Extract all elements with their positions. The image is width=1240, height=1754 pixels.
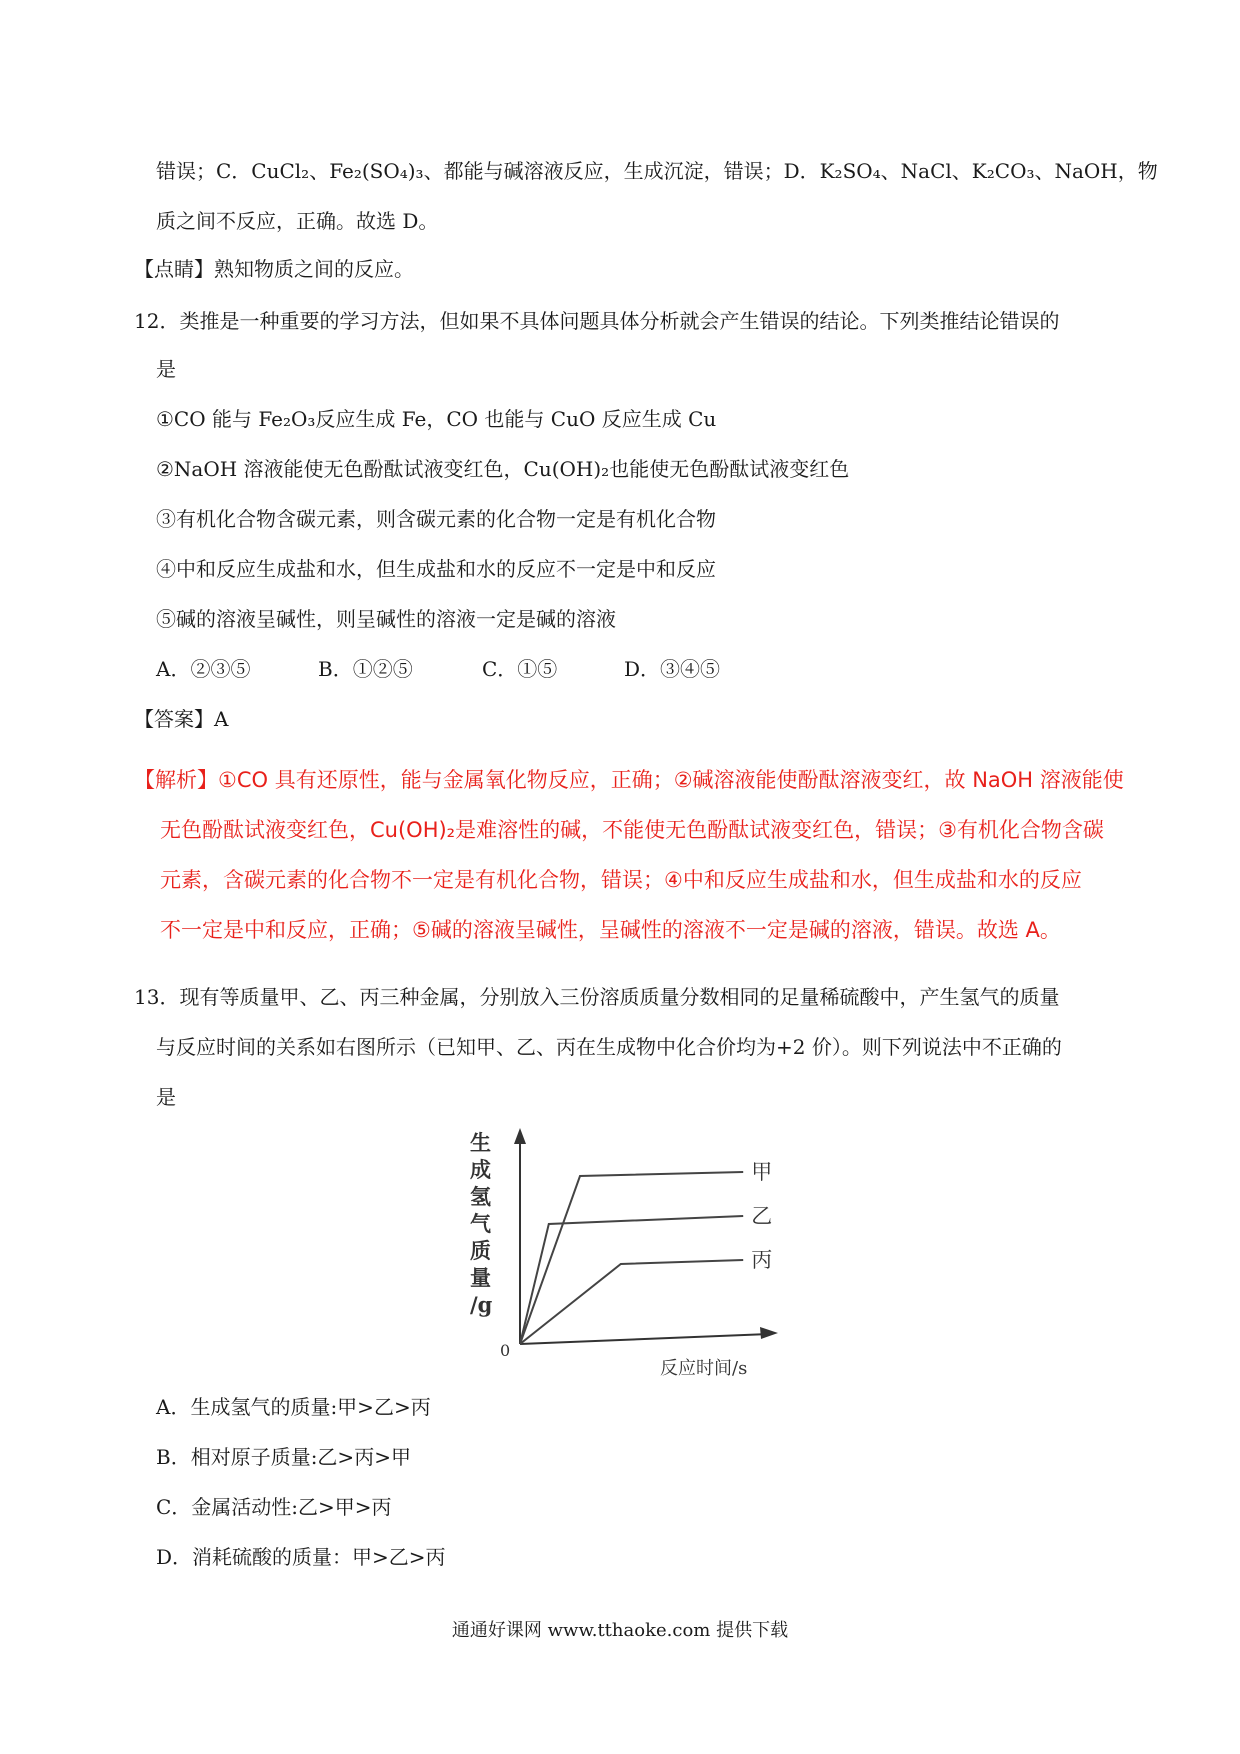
x-axis-arrow bbox=[760, 1327, 778, 1339]
q12-analysis-line-4: 不一定是中和反应，正确；⑤碱的溶液呈碱性，呈碱性的溶液不一定是碱的溶液，错误。故选 A。 bbox=[160, 918, 1061, 942]
q13-option-a: A．生成氢气的质量:甲>乙>丙 bbox=[156, 1395, 431, 1419]
q12-option-d: D．③④⑤ bbox=[624, 657, 721, 681]
series-line-1 bbox=[520, 1216, 743, 1344]
q13-option-d: D．消耗硫酸的质量：甲>乙>丙 bbox=[156, 1545, 446, 1569]
y-axis-arrow bbox=[514, 1128, 526, 1144]
y-axis-label-char: 生 bbox=[470, 1130, 491, 1155]
q12-item-1: ①CO 能与 Fe₂O₃反应生成 Fe，CO 也能与 CuO 反应生成 Cu bbox=[156, 407, 717, 431]
q12-analysis-line-2: 无色酚酞试液变红色，Cu(OH)₂是难溶性的碱，不能使无色酚酞试液变红色，错误；③有机化合物含碳 bbox=[160, 818, 1104, 842]
y-axis-label-char: 量 bbox=[470, 1265, 491, 1290]
q13-stem-line-1: 13．现有等质量甲、乙、丙三种金属，分别放入三份溶质质量分数相同的足量稀硫酸中，产生氢气的质量 bbox=[134, 985, 1060, 1009]
series-line-2 bbox=[520, 1260, 743, 1344]
q12-item-5: ⑤碱的溶液呈碱性，则呈碱性的溶液一定是碱的溶液 bbox=[156, 607, 616, 631]
page-footer: 通通好课网 www.tthaoke.com 提供下载 bbox=[451, 1620, 789, 1641]
q12-analysis-line-1: 【解析】①CO 具有还原性，能与金属氧化物反应，正确；②碱溶液能使酚酞溶液变红，故 NaOH 溶液能使 bbox=[134, 768, 1124, 792]
q13-stem-line-3: 是 bbox=[156, 1085, 176, 1109]
q12-answer: 【答案】A bbox=[134, 707, 229, 731]
q13-stem-line-2: 与反应时间的关系如右图所示（已知甲、乙、丙在生成物中化合价均为+2 价）。则下列说法中不正确的 bbox=[156, 1035, 1062, 1059]
q12-analysis-line-3: 元素，含碳元素的化合物不一定是有机化合物，错误；④中和反应生成盐和水，但生成盐和水的反应 bbox=[160, 868, 1082, 892]
y-axis-label-char: 氢 bbox=[470, 1184, 491, 1209]
q13-option-c: C．金属活动性:乙>甲>丙 bbox=[156, 1495, 392, 1519]
q12-item-3: ③有机化合物含碳元素，则含碳元素的化合物一定是有机化合物 bbox=[156, 507, 716, 531]
series-label-0: 甲 bbox=[751, 1160, 773, 1184]
q12-option-c: C．①⑤ bbox=[482, 657, 558, 681]
y-axis-label-char: 气 bbox=[470, 1211, 491, 1236]
y-axis-label-char: /g bbox=[470, 1292, 493, 1317]
y-axis-label bbox=[470, 1130, 493, 1317]
y-axis-label-char: 质 bbox=[470, 1238, 491, 1263]
y-axis-label-char: 成 bbox=[470, 1157, 491, 1182]
chart-series bbox=[520, 1160, 772, 1344]
prev-analysis-line-1: 错误；C．CuCl₂、Fe₂(SO₄)₃、都能与碱溶液反应，生成沉淀，错误；D．K₂SO₄、NaCl、K₂CO₃、NaOH，物 bbox=[156, 159, 1158, 183]
q12-option-b: B．①②⑤ bbox=[318, 657, 413, 681]
origin-label: 0 bbox=[500, 1341, 511, 1360]
q12-stem-line-2: 是 bbox=[156, 357, 176, 381]
x-axis-label: 反应时间/s bbox=[660, 1358, 748, 1379]
series-label-1: 乙 bbox=[751, 1204, 773, 1228]
prev-analysis-line-2: 质之间不反应，正确。故选 D。 bbox=[156, 209, 439, 233]
hydrogen-mass-chart bbox=[470, 1126, 810, 1386]
series-label-2: 丙 bbox=[751, 1248, 773, 1272]
q12-item-4: ④中和反应生成盐和水，但生成盐和水的反应不一定是中和反应 bbox=[156, 557, 716, 581]
dianjing-note: 【点睛】熟知物质之间的反应。 bbox=[134, 257, 414, 281]
q13-option-b: B．相对原子质量:乙>丙>甲 bbox=[156, 1445, 411, 1469]
q12-option-a: A．②③⑤ bbox=[156, 657, 251, 681]
x-axis bbox=[520, 1334, 770, 1344]
q12-stem-line-1: 12．类推是一种重要的学习方法，但如果不具体问题具体分析就会产生错误的结论。下列类推结论错误的 bbox=[134, 309, 1060, 333]
q12-item-2: ②NaOH 溶液能使无色酚酞试液变红色，Cu(OH)₂也能使无色酚酞试液变红色 bbox=[156, 457, 850, 481]
